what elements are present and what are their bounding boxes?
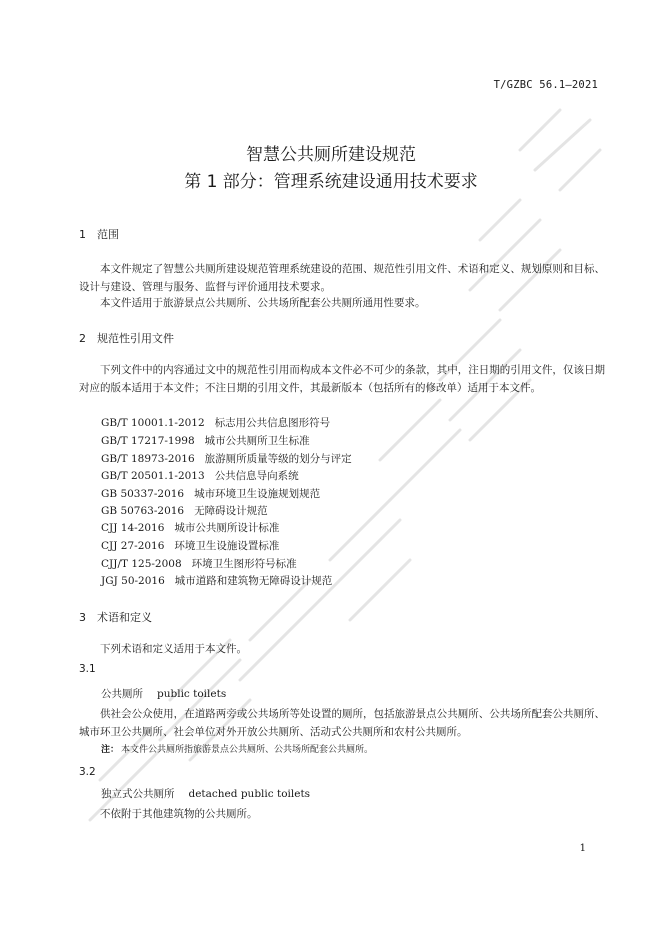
paragraph: 本文件适用于旅游景点公共厕所、公共场所配套公共厕所通用性要求。 [100,297,426,309]
section-title: 规范性引用文件 [97,332,174,345]
reference-item [101,520,279,536]
section-title: 术语和定义 [97,611,152,624]
document-subtitle: 第 1 部分：管理系统建设通用技术要求 [184,172,478,192]
section-number: 2 [79,332,86,345]
reference-code: GB/T 17217-1998 [101,435,195,447]
reference-item [101,451,352,467]
reference-item [101,556,297,572]
note [101,742,373,755]
standard-code: T/GZBC 56.1—2021 [493,79,598,91]
reference-code: GB/T 20501.1-2013 [101,470,205,482]
section-heading-terms [79,609,152,625]
term-english: public toilets [157,688,227,700]
note-text: 本文件公共厕所指旅游景点公共厕所、公共场所配套公共厕所。 [121,745,374,755]
term-entry [101,686,226,701]
reference-title: 城市公共厕所设计标准 [174,522,280,534]
reference-title: 无障碍设计规范 [194,505,268,517]
reference-title: 标志用公共信息图形符号 [214,417,331,429]
page-number: 1 [579,843,586,854]
reference-title: 旅游厕所质量等级的划分与评定 [204,453,352,465]
term-chinese: 独立式公共厕所 [101,788,175,800]
reference-item [101,538,279,554]
reference-code: GB 50337-2016 [101,488,185,500]
reference-title: 环境卫生图形符号标准 [191,558,297,570]
reference-title: 城市道路和建筑物无障碍设计规范 [174,575,333,587]
reference-title: 城市环境卫生设施规划规范 [194,488,321,500]
section-number: 3 [79,611,86,624]
paragraph: 下列文件中的内容通过文中的规范性引用而构成本文件必不可少的条款，其中，注日期的引用文件，仅该日期对应的版本适用于本文件；不注日期的引用文件，其最新版本（包括所有的修改单）适用于本文件。 [79,364,605,394]
term-chinese: 公共厕所 [101,688,143,700]
term-definition: 不依附于其他建筑物的公共厕所。 [100,808,258,820]
reference-code: CJJ 14-2016 [101,522,165,534]
reference-code: JGJ 50-2016 [101,575,165,587]
reference-code: GB/T 10001.1-2012 [101,417,205,429]
reference-title: 环境卫生设施设置标准 [174,540,280,552]
term-number: 3.2 [79,766,96,778]
term-entry [101,786,310,801]
section-heading-scope [79,226,119,242]
reference-item [101,415,330,431]
paragraph: 下列术语和定义适用于本文件。 [100,643,247,655]
reference-title: 公共信息导向系统 [214,470,299,482]
reference-item [101,486,320,502]
section-heading-normative-references [79,330,174,346]
reference-code: GB/T 18973-2016 [101,453,195,465]
reference-code: GB 50763-2016 [101,505,185,517]
reference-item [101,503,268,519]
term-number: 3.1 [79,663,96,675]
term-definition: 供社会公众使用，在道路两旁或公共场所等处设置的厕所，包括旅游景点公共厕所、公共场所配套公共厕所、城市环卫公共厕所、社会单位对外开放公共厕所、活动式公共厕所和农村公共厕所。 [79,708,605,738]
section-title: 范围 [97,228,119,241]
reference-item [101,468,299,484]
paragraph: 本文件规定了智慧公共厕所建设规范管理系统建设的范围、规范性引用文件、术语和定义、规划原则和目标、设计与建设、管理与服务、监督与评价通用技术要求。 [79,263,605,293]
reference-item [101,573,332,589]
reference-title: 城市公共厕所卫生标准 [204,435,310,447]
section-number: 1 [79,228,86,241]
reference-code: CJJ/T 125-2008 [101,558,182,570]
reference-item [101,433,310,449]
reference-code: CJJ 27-2016 [101,540,165,552]
note-label: 注： [101,745,120,755]
term-english: detached public toilets [188,788,311,800]
document-title: 智慧公共厕所建设规范 [246,145,416,165]
